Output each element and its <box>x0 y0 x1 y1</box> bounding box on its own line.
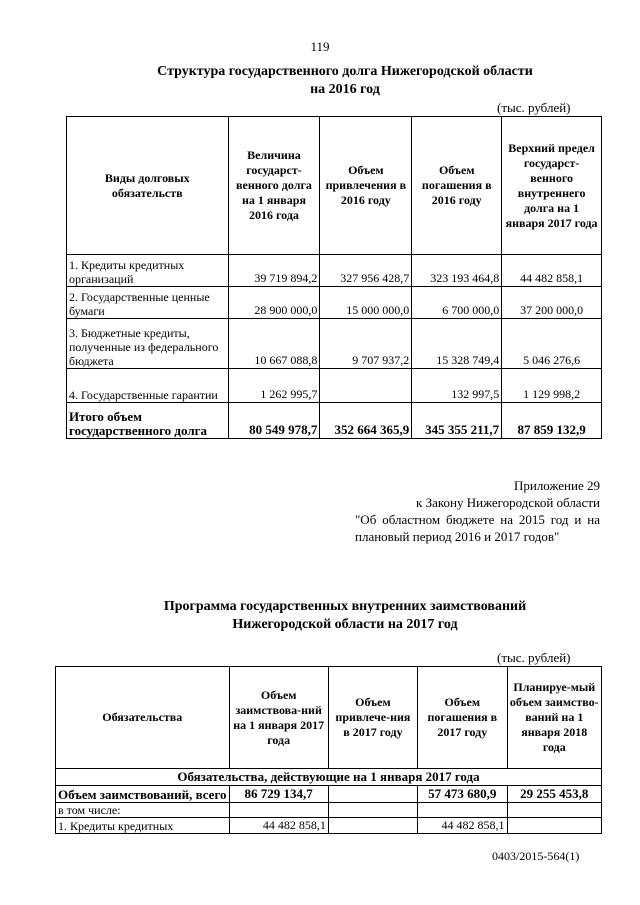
total-row <box>56 786 602 803</box>
borrowing-program-table <box>55 666 602 834</box>
cell-value <box>229 803 328 818</box>
total-value <box>328 786 417 803</box>
cell-value: 39 719 894,2 <box>228 255 320 287</box>
table-row <box>67 287 602 319</box>
total-value: 57 473 680,9 <box>418 786 508 803</box>
page-number: 119 <box>310 39 330 54</box>
table-row <box>67 369 602 403</box>
cell-value <box>328 803 417 818</box>
header-borrowing-2016: Объем привлечения в 2016 году <box>320 117 412 255</box>
table-row <box>67 255 602 287</box>
total-value: 345 355 211,7 <box>412 403 502 439</box>
cell-value: 10 667 088,8 <box>228 319 320 369</box>
row-label: 2. Государственные ценные бумаги <box>67 287 229 319</box>
row-label: 4. Государственные гарантии <box>67 369 229 403</box>
document-code: 0403/2015-564(1) <box>492 849 580 863</box>
row-label: 1. Кредиты кредитных организаций <box>67 255 229 287</box>
cell-value <box>507 818 601 834</box>
total-value: 352 664 365,9 <box>320 403 412 439</box>
cell-value: 9 707 937,2 <box>320 319 412 369</box>
including-label: в том числе: <box>56 803 230 818</box>
table-header-row <box>56 667 602 769</box>
total-value: 86 729 134,7 <box>229 786 328 803</box>
header-repayment-2017: Объем погашения в 2017 году <box>418 667 508 769</box>
header-upper-limit-2017: Верхний предел государст-венного внутреннего долга на 1 января 2017 года <box>502 117 602 255</box>
group-header-row <box>56 769 602 786</box>
total-label: Итого объем государственного долга <box>67 403 229 439</box>
group-header: Обязательства, действующие на 1 января 2017 года <box>56 769 602 786</box>
appendix-note <box>355 477 600 545</box>
section1-title-line2: на 2016 год <box>310 82 380 97</box>
cell-value <box>418 803 508 818</box>
header-debt-types: Виды долговых обязательств <box>67 117 229 255</box>
cell-value: 15 000 000,0 <box>320 287 412 319</box>
section1-unit: (тыс. рублей) <box>497 100 571 115</box>
cell-value: 44 482 858,1 <box>502 255 602 287</box>
total-value: 29 255 453,8 <box>507 786 601 803</box>
header-borrowing-2017: Объем заимствова-ний на 1 января 2017 года <box>229 667 328 769</box>
debt-structure-table <box>66 116 602 439</box>
cell-value: 1 262 995,7 <box>228 369 320 403</box>
cell-value: 15 328 749,4 <box>412 319 502 369</box>
cell-value: 132 997,5 <box>412 369 502 403</box>
header-planned-2018: Планируе-мый объем заимство-ваний на 1 января 2018 года <box>507 667 601 769</box>
cell-value: 327 956 428,7 <box>320 255 412 287</box>
appendix-law-title: "Об областном бюджете на 2015 год и на плановый период 2016 и 2017 годов" <box>355 512 600 544</box>
table-row <box>56 803 602 818</box>
section1-title-line1: Структура государственного долга Нижегородской области <box>157 64 533 79</box>
header-attraction-2017: Объем привлече-ния в 2017 году <box>328 667 417 769</box>
cell-value: 1 129 998,2 <box>502 369 602 403</box>
cell-value <box>320 369 412 403</box>
cell-value: 6 700 000,0 <box>412 287 502 319</box>
total-value: 87 859 132,9 <box>502 403 602 439</box>
cell-value: 28 900 000,0 <box>228 287 320 319</box>
cell-value <box>328 818 417 834</box>
section2-title-line1: Программа государственных внутренних заимствований <box>163 599 527 614</box>
row-label: 3. Бюджетные кредиты, полученные из федерального бюджета <box>67 319 229 369</box>
section1-title <box>0 63 640 99</box>
cell-value: 5 046 276,6 <box>502 319 602 369</box>
section2-title <box>0 598 640 634</box>
cell-value <box>507 803 601 818</box>
cell-value: 44 482 858,1 <box>229 818 328 834</box>
total-label: Объем заимствований, всего <box>56 786 230 803</box>
table-row <box>67 319 602 369</box>
appendix-law-reference: к Закону Нижегородской области <box>416 495 600 510</box>
total-row <box>67 403 602 439</box>
cell-value: 323 193 464,8 <box>412 255 502 287</box>
header-debt-amount-2016: Величина государст-венного долга на 1 января 2016 года <box>228 117 320 255</box>
header-obligations: Обязательства <box>56 667 230 769</box>
appendix-number: Приложение 29 <box>513 478 600 493</box>
section2-unit: (тыс. рублей) <box>497 650 571 665</box>
cell-value: 37 200 000,0 <box>502 287 602 319</box>
table-header-row <box>67 117 602 255</box>
section2-title-line2: Нижегородской области на 2017 год <box>232 617 458 632</box>
cell-value: 44 482 858,1 <box>418 818 508 834</box>
table-row <box>56 818 602 834</box>
header-repayment-2016: Объем погашения в 2016 году <box>412 117 502 255</box>
total-value: 80 549 978,7 <box>228 403 320 439</box>
row-label: 1. Кредиты кредитных <box>56 818 230 834</box>
